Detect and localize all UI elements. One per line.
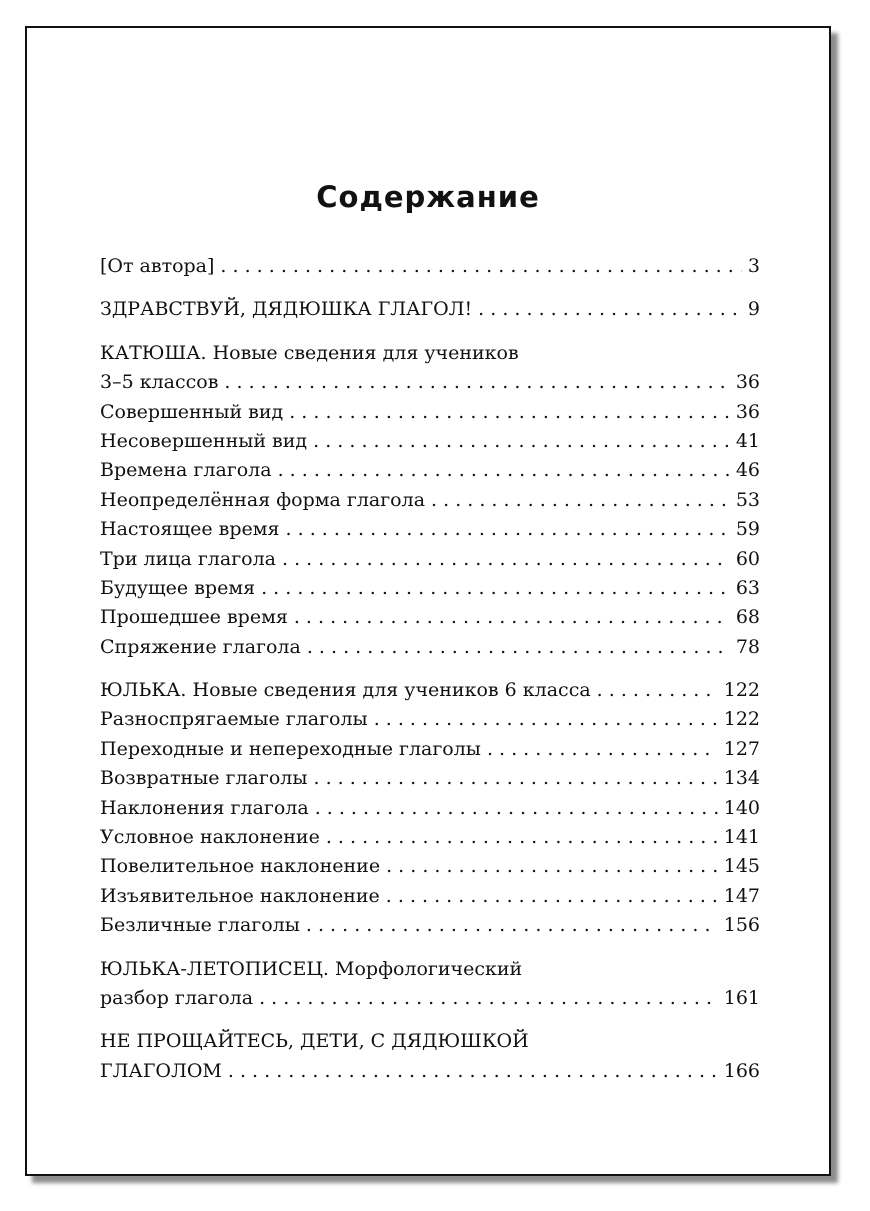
toc-entry-page: 140 <box>723 796 760 819</box>
toc-entry-page: 59 <box>735 518 760 541</box>
toc-entry <box>100 603 760 632</box>
toc-leader-dots <box>224 368 729 397</box>
toc-entry-page: 147 <box>723 884 760 907</box>
toc-leader-dots <box>386 852 718 881</box>
toc-entry-label: Прошедшее время <box>100 606 288 629</box>
toc-entry-label: ГЛАГОЛОМ <box>100 1059 222 1082</box>
toc-leader-dots <box>307 633 730 662</box>
toc-entry-label: Условное наклонение <box>100 826 320 849</box>
toc-entry-label: Повелительное наклонение <box>100 855 381 878</box>
toc-entry <box>100 705 760 734</box>
toc-leader-dots <box>313 427 730 456</box>
toc-entry <box>100 823 760 852</box>
toc-entry-label: Совершенный вид <box>100 400 284 423</box>
toc-entry-page: 134 <box>723 767 760 790</box>
toc-leader-dots <box>478 295 742 324</box>
toc-entry-page: 36 <box>735 400 760 423</box>
toc-entry <box>100 456 760 485</box>
toc-entry-label: Три лица глагола <box>100 547 277 570</box>
toc-leader-dots <box>326 823 718 852</box>
toc-entry <box>100 852 760 881</box>
toc-entry <box>100 911 760 940</box>
toc-leader-dots <box>286 515 730 544</box>
toc-leader-dots <box>597 676 718 705</box>
toc-entry-label: Будущее время <box>100 576 256 599</box>
toc-entry <box>100 1057 760 1086</box>
toc-leader-dots <box>294 603 730 632</box>
toc-leader-dots <box>220 252 741 281</box>
toc-entry-page: 145 <box>723 855 760 878</box>
toc-entry <box>100 764 760 793</box>
toc-leader-dots <box>487 735 718 764</box>
toc-entry <box>100 882 760 911</box>
toc-entry-label: Неопределённая форма глагола <box>100 488 426 511</box>
toc-leader-dots <box>315 794 718 823</box>
toc-entry <box>100 252 760 281</box>
toc-leader-dots <box>306 911 718 940</box>
toc-leader-dots <box>259 984 718 1013</box>
toc-entry-label: Возвратные глаголы <box>100 767 308 790</box>
toc-entry-label: Безличные глаголы <box>100 914 300 937</box>
toc-entry-page: 161 <box>723 986 760 1009</box>
toc-entry-label: Изъявительное наклонение <box>100 884 380 907</box>
toc-entry-page: 3 <box>747 255 760 277</box>
toc-entry-page: 122 <box>723 679 760 702</box>
toc-leader-dots <box>431 486 730 515</box>
toc-entry-page: 41 <box>735 429 760 452</box>
toc-entry-page: 36 <box>735 371 760 394</box>
toc-entry-page: 156 <box>723 914 760 937</box>
toc-entry-label: 3–5 классов <box>100 371 219 394</box>
table-of-contents <box>100 252 760 1086</box>
toc-section-heading: КАТЮША. Новые сведения для учеников <box>100 341 519 364</box>
toc-leader-dots <box>289 398 730 427</box>
page-title: Содержание <box>316 180 540 214</box>
toc-entry-page: 60 <box>735 547 760 570</box>
toc-entry-label: Спряжение глагола <box>100 635 301 658</box>
toc-entry-page: 127 <box>723 737 760 760</box>
toc-entry-label: Времена глагола <box>100 459 272 482</box>
toc-leader-dots <box>278 456 730 485</box>
toc-leader-dots <box>261 574 730 603</box>
toc-entry <box>100 633 760 662</box>
toc-leader-dots <box>313 764 717 793</box>
toc-leader-dots <box>386 882 718 911</box>
toc-entry-page: 63 <box>735 576 760 599</box>
toc-leader-dots <box>228 1057 718 1086</box>
toc-entry-label: Настоящее время <box>100 518 280 541</box>
toc-leader-dots <box>282 545 730 574</box>
toc-entry <box>100 515 760 544</box>
toc-entry <box>100 295 760 324</box>
toc-entry <box>100 545 760 574</box>
toc-entry-label: ЗДРАВСТВУЙ, ДЯДЮШКА ГЛАГОЛ! <box>100 298 473 321</box>
toc-entry-label: разбор глагола <box>100 986 254 1009</box>
toc-entry-page: 46 <box>735 459 760 482</box>
book-page <box>25 26 831 1176</box>
toc-leader-dots <box>374 705 718 734</box>
toc-entry-page: 122 <box>723 708 760 731</box>
toc-entry-page: 78 <box>735 635 760 658</box>
toc-section-heading: ЮЛЬКА-ЛЕТОПИСЕЦ. Морфологический <box>100 957 523 980</box>
toc-entry-label: Наклонения глагола <box>100 796 309 819</box>
toc-entry-page: 141 <box>723 826 760 849</box>
toc-entry <box>100 984 760 1013</box>
toc-entry-page: 166 <box>723 1059 760 1082</box>
toc-entry <box>100 676 760 705</box>
toc-entry <box>100 427 760 456</box>
toc-entry <box>100 794 760 823</box>
toc-entry <box>100 735 760 764</box>
toc-entry <box>100 486 760 515</box>
toc-section-heading: НЕ ПРОЩАЙТЕСЬ, ДЕТИ, С ДЯДЮШКОЙ <box>100 1030 529 1053</box>
toc-entry <box>100 398 760 427</box>
toc-entry-label: Переходные и непереходные глаголы <box>100 737 481 760</box>
toc-entry <box>100 574 760 603</box>
toc-entry-label: Разноспрягаемые глаголы <box>100 708 368 731</box>
toc-entry <box>100 368 760 397</box>
toc-entry-page: 9 <box>747 298 760 321</box>
toc-entry-page: 68 <box>735 606 760 629</box>
toc-entry-label: [От автора] <box>100 255 215 277</box>
toc-entry-label: ЮЛЬКА. Новые сведения для учеников 6 класса <box>100 679 591 702</box>
toc-entry-page: 53 <box>735 488 760 511</box>
toc-entry-label: Несовершенный вид <box>100 429 308 452</box>
